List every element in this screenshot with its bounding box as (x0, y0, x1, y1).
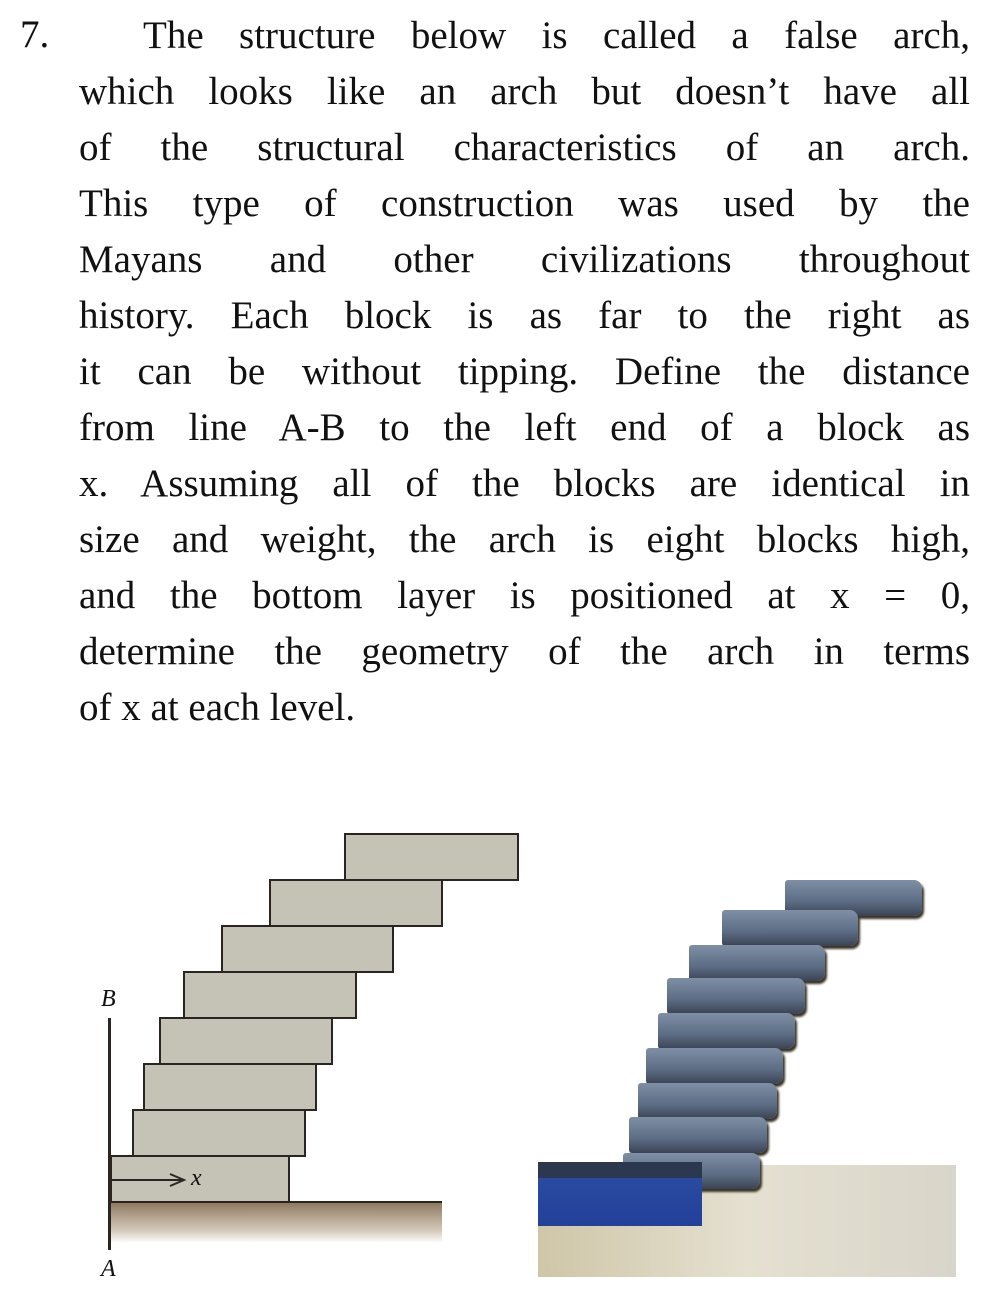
photo-front-block (538, 1162, 702, 1226)
label-a: A (101, 1256, 116, 1282)
text-line: and the bottom layer is positioned at x = 0, (79, 574, 970, 617)
label-b: B (101, 986, 116, 1012)
photo-block (646, 1048, 783, 1084)
photo-block (667, 978, 805, 1014)
text-line: This type of construction was used by the (79, 182, 970, 225)
false-arch-photo (538, 870, 958, 1290)
block-2 (132, 1109, 306, 1157)
block-4 (159, 1017, 333, 1065)
text-line: it can be without tipping. Define the distance (79, 350, 970, 393)
text-line: size and weight, the arch is eight blocks high, (79, 518, 970, 561)
text-line: from line A-B to the left end of a block as (79, 406, 970, 449)
text-line: The structure below is called a false arch, (143, 14, 970, 57)
block-3 (143, 1063, 317, 1111)
block-8 (344, 833, 519, 881)
text-line: which looks like an arch but doesn’t have all (79, 70, 970, 113)
photo-block (689, 945, 825, 981)
text-line: x. Assuming all of the blocks are identical in (79, 462, 970, 505)
block-7 (269, 879, 443, 927)
photo-block (722, 910, 858, 946)
block-5 (183, 971, 357, 1019)
line-a-b (108, 1018, 111, 1250)
label-x: x (191, 1165, 202, 1191)
photo-block (658, 1013, 795, 1049)
text-line: of x at each level. (79, 686, 356, 729)
problem-number: 7. (20, 13, 50, 56)
x-arrow-icon (110, 1172, 190, 1188)
text-line: Mayans and other civilizations throughout (79, 238, 970, 281)
ground (110, 1201, 442, 1243)
block-6 (221, 925, 394, 973)
text-line: history. Each block is as far to the right as (79, 294, 970, 337)
photo-block (638, 1083, 777, 1119)
text-line: of the structural characteristics of an arch. (79, 126, 970, 169)
photo-block (629, 1117, 767, 1153)
text-line: determine the geometry of the arch in terms (79, 630, 970, 673)
